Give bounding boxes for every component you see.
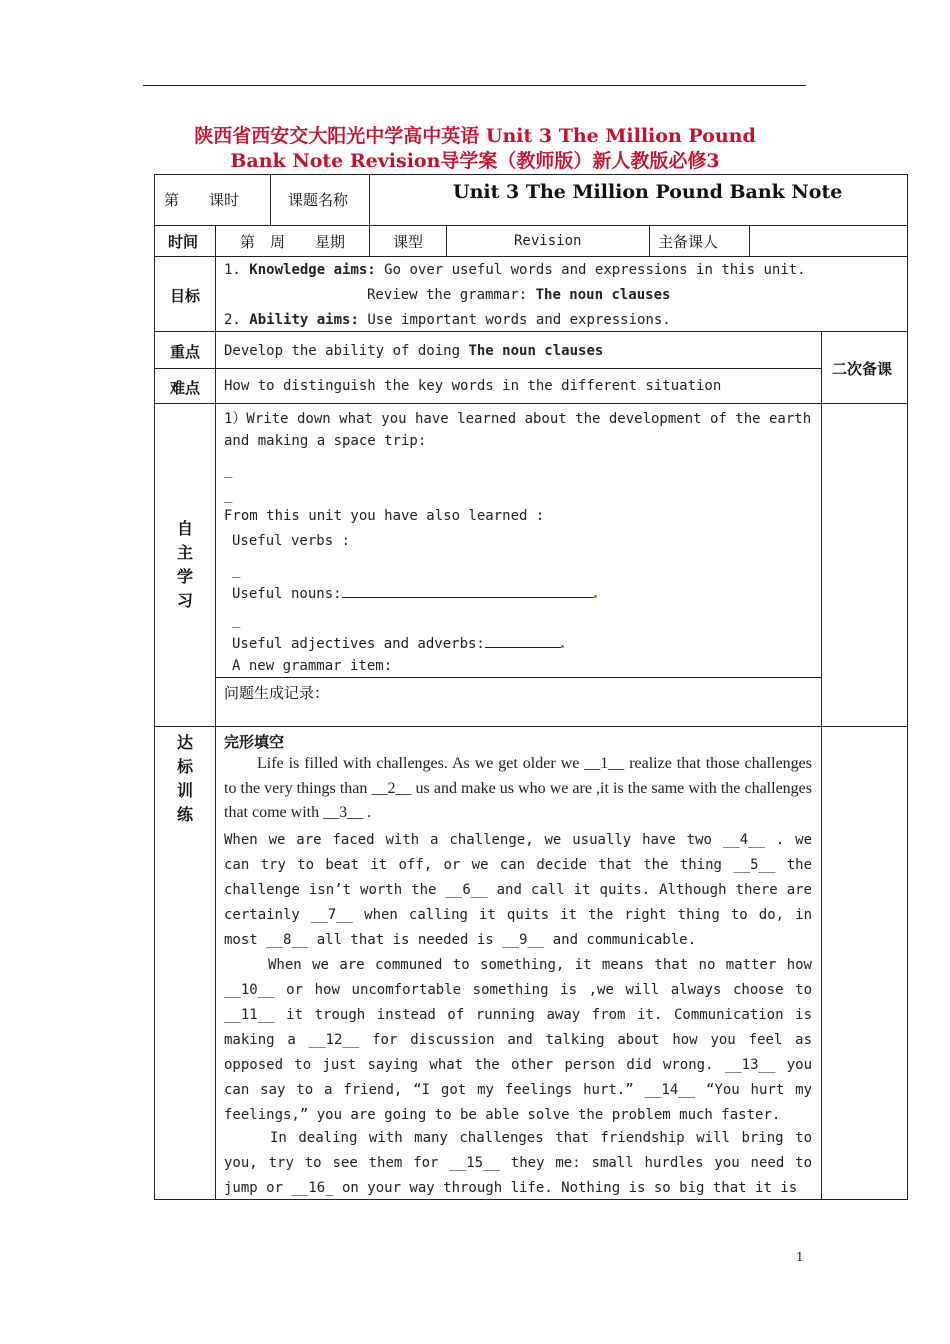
table-rule [154, 403, 908, 404]
label-char: 自 [176, 519, 193, 538]
mark-dot [594, 595, 597, 598]
table-border [369, 174, 370, 256]
table-rule [154, 726, 908, 727]
aims-number: 1. [224, 262, 241, 278]
cloze-paragraph-3: When we are communed to something, it means that no matter how __10__ or how uncomfortable something is ,we will always choose to __11__ it trough instead of running away from it. Communication is making a __12__ for discussion and talking about how you feel as opposed to just saying what the other person did wrong. __13__ you can say to a friend, “I got my feelings hurt.” __14__ “You hurt my feelings,” you are going to be able solve the problem much faster. [224, 957, 812, 1123]
aims-line-1 [224, 262, 806, 278]
answer-blank [342, 583, 594, 598]
useful-adjectives-row [232, 633, 564, 652]
table-rule [154, 256, 908, 257]
table-rule [154, 174, 908, 175]
topic-label: 课题名称 [288, 191, 349, 209]
difficulty-text: How to distinguish the key words in the different situation [224, 378, 722, 394]
time-label: 时间 [168, 233, 199, 251]
table-border [215, 225, 216, 256]
self-study-label [174, 517, 196, 613]
focus-text [224, 343, 603, 359]
table-border [649, 225, 650, 256]
blank-line: _ [224, 462, 233, 478]
table-rule [215, 677, 821, 678]
cloze-paragraph-2: When we are faced with a challenge, we usually have two __4__ . we can try to beat it off, or we can decide that the thing __5__ the challenge isn’t worth the __6__ and call it quits. Although there are certainly __7__ when calling it quits it the right thing to do, in most __8__ all that is needed is __9__ and communicable. [224, 832, 812, 948]
document-title [150, 124, 800, 174]
table-rule [154, 331, 908, 332]
self-study-line-1: 1）Write down what you have learned about the development of the earth [224, 411, 812, 427]
table-border [446, 225, 447, 256]
useful-verbs-label: Useful verbs : [232, 533, 351, 549]
page-number: 1 [796, 1250, 804, 1264]
ability-aims-text: Use important words and expressions. [367, 312, 671, 328]
aims-line-3 [224, 312, 671, 328]
table-border [270, 174, 271, 225]
table-rule [154, 1199, 908, 1200]
blank-line: _ [232, 612, 241, 628]
cloze-paragraph-1: Life is filled with challenges. As we get older we __1__ realize that those challenges to the very things than __2__ us and make us who we are ,it is the same with the challenges that come with __3__ . [224, 755, 812, 821]
knowledge-aims-text: Go over useful words and expressions in this unit. [384, 262, 806, 278]
useful-adjectives-label: Useful adjectives and adverbs: [232, 636, 485, 652]
cloze-heading: 完形填空 [224, 733, 285, 751]
label-char: 标 [176, 757, 193, 776]
useful-nouns-label: Useful nouns: [232, 586, 342, 602]
title-line-1: 陕西省西安交大阳光中学高中英语 Unit 3 The Million Pound [194, 125, 756, 147]
preparer-label: 主备课人 [658, 233, 719, 251]
blank-line: _ [232, 562, 241, 578]
lesson-type-label: 课型 [393, 233, 424, 251]
grammar-item-label: A new grammar item: [232, 658, 393, 674]
second-prep-label: 二次备课 [832, 360, 893, 378]
knowledge-aims-label: Knowledge aims: [249, 262, 376, 278]
label-char: 练 [176, 805, 193, 824]
ability-aims-label: Ability aims: [249, 312, 359, 328]
blank-line: _ [224, 487, 233, 503]
label-char: 习 [176, 591, 193, 610]
label-char: 训 [176, 781, 193, 800]
problem-record-label: 问题生成记录： [224, 684, 330, 702]
also-learned-text: From this unit you have also learned : [224, 508, 545, 524]
week-field: 第 周 星期 [240, 233, 346, 251]
table-rule [154, 368, 821, 369]
table-border [821, 331, 822, 1200]
topic-value: Unit 3 The Million Pound Bank Note [453, 181, 843, 203]
table-border [907, 174, 908, 1200]
label-char: 主 [176, 543, 193, 562]
difficulty-label: 难点 [170, 379, 201, 397]
answer-blank [485, 633, 561, 648]
mark-dot [561, 645, 564, 648]
grammar-topic: The noun clauses [535, 287, 671, 303]
title-line-2: Bank Note Revision导学案（教师版）新人教版必修3 [230, 150, 720, 172]
aims-number: 2. [224, 312, 241, 328]
focus-text-plain: Develop the ability of doing [224, 343, 461, 359]
aims-line-2 [367, 287, 670, 303]
label-char: 学 [176, 567, 193, 586]
practice-label [174, 731, 196, 827]
label-char: 达 [176, 733, 193, 752]
grammar-review-text: Review the grammar: [367, 287, 528, 303]
focus-label: 重点 [170, 343, 201, 361]
table-rule [154, 225, 908, 226]
cloze-paragraph-4: In dealing with many challenges that friendship will bring to you, try to see them for __15__ they me: small hurdles you need to jump or __16_ on your way through life. Nothing is so big that it is [224, 1130, 812, 1196]
lesson-type-value: Revision [514, 233, 582, 249]
focus-text-bold: The noun clauses [468, 343, 604, 359]
lesson-number-label: 第 课时 [164, 191, 240, 209]
table-border [154, 174, 155, 1200]
useful-nouns-row [232, 583, 597, 602]
table-border [215, 256, 216, 1200]
table-border [749, 225, 750, 256]
aims-label: 目标 [170, 287, 201, 305]
header-rule [143, 85, 806, 86]
self-study-line-2: and making a space trip: [224, 433, 427, 449]
